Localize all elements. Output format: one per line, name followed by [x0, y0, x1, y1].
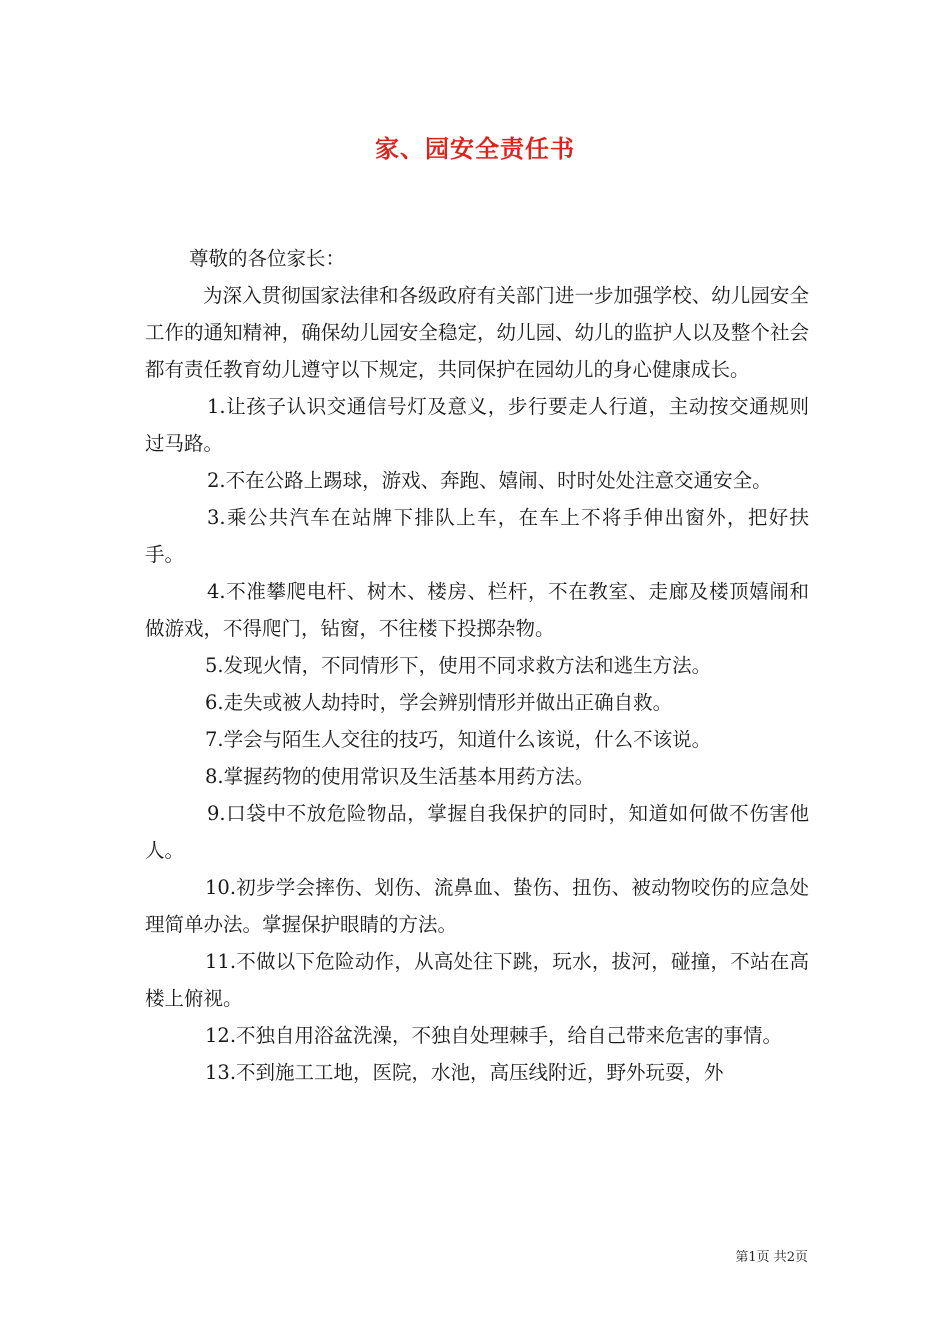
page-number: 第1页 共2页: [735, 1250, 808, 1265]
rule-item-11: 11.不做以下危险动作，从高处往下跳，玩水，拔河，碰撞，不站在高楼上俯视。: [145, 950, 809, 1010]
rule-item-4: 4.不准攀爬电杆、树木、楼房、栏杆，不在教室、走廊及楼顶嬉闹和做游戏，不得爬门，钻窗，不往楼下投掷杂物。: [145, 580, 809, 640]
rule-item-8: 8.掌握药物的使用常识及生活基本用药方法。: [205, 765, 595, 788]
rule-item-7: 7.学会与陌生人交往的技巧，知道什么该说，什么不该说。: [205, 728, 712, 751]
intro-paragraph: 为深入贯彻国家法律和各级政府有关部门进一步加强学校、幼儿园安全工作的通知精神，确保幼儿园安全稳定，幼儿园、幼儿的监护人以及整个社会都有责任教育幼儿遵守以下规定，共同保护在园幼儿的身心健康成长。: [145, 284, 809, 381]
greeting: 尊敬的各位家长：: [189, 247, 346, 270]
rule-item-2: 2.不在公路上踢球，游戏、奔跑、嬉闹、时时处处注意交通安全。: [207, 469, 772, 492]
document-title: 家、园安全责任书: [375, 134, 575, 163]
rule-item-5: 5.发现火情，不同情形下，使用不同求救方法和逃生方法。: [205, 654, 712, 677]
rule-item-6: 6.走失或被人劫持时，学会辨别情形并做出正确自救。: [205, 691, 673, 714]
document-body: [145, 240, 809, 1091]
rule-item-1: 1.让孩子认识交通信号灯及意义，步行要走人行道，主动按交通规则过马路。: [145, 395, 809, 455]
rule-item-9: 9.口袋中不放危险物品，掌握自我保护的同时，知道如何做不伤害他人。: [145, 802, 809, 862]
rule-item-10: 10.初步学会摔伤、划伤、流鼻血、蛰伤、扭伤、被动物咬伤的应急处理简单办法。掌握保护眼睛的方法。: [145, 876, 809, 936]
rule-item-3: 3.乘公共汽车在站牌下排队上车，在车上不将手伸出窗外，把好扶手。: [145, 506, 809, 566]
rule-item-12: 12.不独自用浴盆洗澡，不独自处理棘手，给自己带来危害的事情。: [205, 1024, 783, 1047]
rule-item-13: 13.不到施工工地，医院，水池，高压线附近，野外玩耍，外: [205, 1061, 724, 1084]
